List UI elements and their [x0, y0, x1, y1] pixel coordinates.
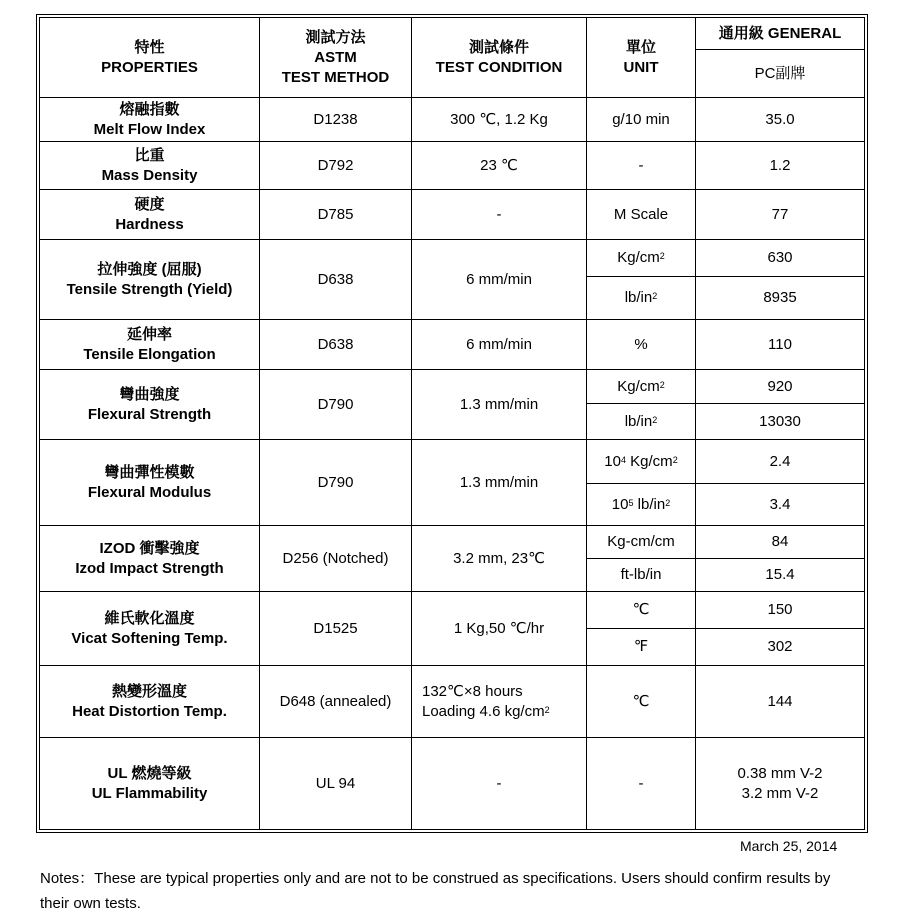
value-cell: 630	[696, 240, 865, 277]
property-cell: 彎曲彈性模數 Flexural Modulus	[40, 440, 260, 526]
value-cell: 77	[696, 190, 865, 240]
value-cell: 15.4	[696, 559, 865, 592]
unit-cell: %	[587, 320, 696, 370]
condition-cell: 1.3 mm/min	[412, 370, 587, 440]
condition-cell: 6 mm/min	[412, 320, 587, 370]
header-test-condition: 測試條件 TEST CONDITION	[412, 18, 587, 98]
method-cell: D256 (Notched)	[260, 526, 412, 592]
unit-cell: $Kg/cm^2$	[587, 370, 696, 404]
table-row	[40, 370, 865, 404]
unit-cell: -	[587, 738, 696, 830]
method-cell: D785	[260, 190, 412, 240]
condition-cell: 1.3 mm/min	[412, 440, 587, 526]
property-cell: 比重 Mass Density	[40, 142, 260, 190]
method-cell: D1238	[260, 98, 412, 142]
value-cell: 0.38 mm V-2 3.2 mm V-2	[696, 738, 865, 830]
value-cell: 3.4	[696, 484, 865, 526]
method-cell: D648 (annealed)	[260, 666, 412, 738]
table-row	[40, 320, 865, 370]
unit-cell: $10^4$ $Kg/cm^2$	[587, 440, 696, 484]
condition-cell: 3.2 mm, 23℃	[412, 526, 587, 592]
method-cell: D638	[260, 240, 412, 320]
properties-table	[39, 17, 865, 830]
property-cell: 熱變形溫度 Heat Distortion Temp.	[40, 666, 260, 738]
table-row	[40, 190, 865, 240]
condition-cell: 6 mm/min	[412, 240, 587, 320]
table-row	[40, 666, 865, 738]
unit-cell: -	[587, 142, 696, 190]
property-cell: 彎曲強度 Flexural Strength	[40, 370, 260, 440]
condition-cell: 132℃×8 hours Loading 4.6 $kg/cm^2$	[412, 666, 587, 738]
unit-cell: ℉	[587, 629, 696, 666]
property-cell: 硬度 Hardness	[40, 190, 260, 240]
unit-cell: $lb/in^2$	[587, 404, 696, 440]
table-row	[40, 592, 865, 629]
property-cell: 維氏軟化溫度 Vicat Softening Temp.	[40, 592, 260, 666]
properties-table-frame	[36, 14, 868, 833]
value-cell: 150	[696, 592, 865, 629]
value-cell: 84	[696, 526, 865, 559]
value-cell: 35.0	[696, 98, 865, 142]
table-row	[40, 142, 865, 190]
property-cell: IZOD 衝擊強度 Izod Impact Strength	[40, 526, 260, 592]
unit-cell: Kg-cm/cm	[587, 526, 696, 559]
property-cell: UL 燃燒等級 UL Flammability	[40, 738, 260, 830]
property-cell: 熔融指數 Melt Flow Index	[40, 98, 260, 142]
method-cell: D792	[260, 142, 412, 190]
property-cell: 延伸率 Tensile Elongation	[40, 320, 260, 370]
method-cell: UL 94	[260, 738, 412, 830]
unit-cell: $Kg/cm^2$	[587, 240, 696, 277]
value-cell: 2.4	[696, 440, 865, 484]
table-row	[40, 526, 865, 559]
condition-cell: -	[412, 738, 587, 830]
condition-cell: 1 Kg,50 ℃/hr	[412, 592, 587, 666]
property-cell: 拉伸強度 (屈服) Tensile Strength (Yield)	[40, 240, 260, 320]
method-cell: D790	[260, 370, 412, 440]
value-cell: 144	[696, 666, 865, 738]
table-row	[40, 440, 865, 484]
method-cell: D638	[260, 320, 412, 370]
unit-cell: g/10 min	[587, 98, 696, 142]
unit-cell: M Scale	[587, 190, 696, 240]
header-grade-sub: PC副牌	[696, 50, 865, 98]
value-cell: 1.2	[696, 142, 865, 190]
unit-cell: ft-lb/in	[587, 559, 696, 592]
method-cell: D1525	[260, 592, 412, 666]
table-row	[40, 98, 865, 142]
unit-cell: $lb/in^2$	[587, 277, 696, 320]
notes-text: Notes：These are typical properties only and are not to be construed as specifications. Users should confirm results by their own tests.	[40, 870, 831, 912]
header-unit: 單位 UNIT	[587, 18, 696, 98]
table-header-row	[40, 18, 865, 50]
header-properties: 特性 PROPERTIES	[40, 18, 260, 98]
table-row	[40, 240, 865, 277]
value-cell: 13030	[696, 404, 865, 440]
header-grade: 通用級 GENERAL	[696, 18, 865, 50]
method-cell: D790	[260, 440, 412, 526]
condition-cell: 23 ℃	[412, 142, 587, 190]
header-test-method: 測試方法 ASTM TEST METHOD	[260, 18, 412, 98]
value-cell: 110	[696, 320, 865, 370]
document-date: March 25, 2014	[740, 838, 838, 854]
condition-cell: -	[412, 190, 587, 240]
value-cell: 920	[696, 370, 865, 404]
unit-cell: $10^5$ $lb/in^2$	[587, 484, 696, 526]
value-cell: 8935	[696, 277, 865, 320]
condition-cell: 300 ℃, 1.2 Kg	[412, 98, 587, 142]
value-cell: 302	[696, 629, 865, 666]
table-row	[40, 738, 865, 830]
unit-cell: ℃	[587, 592, 696, 629]
unit-cell: ℃	[587, 666, 696, 738]
